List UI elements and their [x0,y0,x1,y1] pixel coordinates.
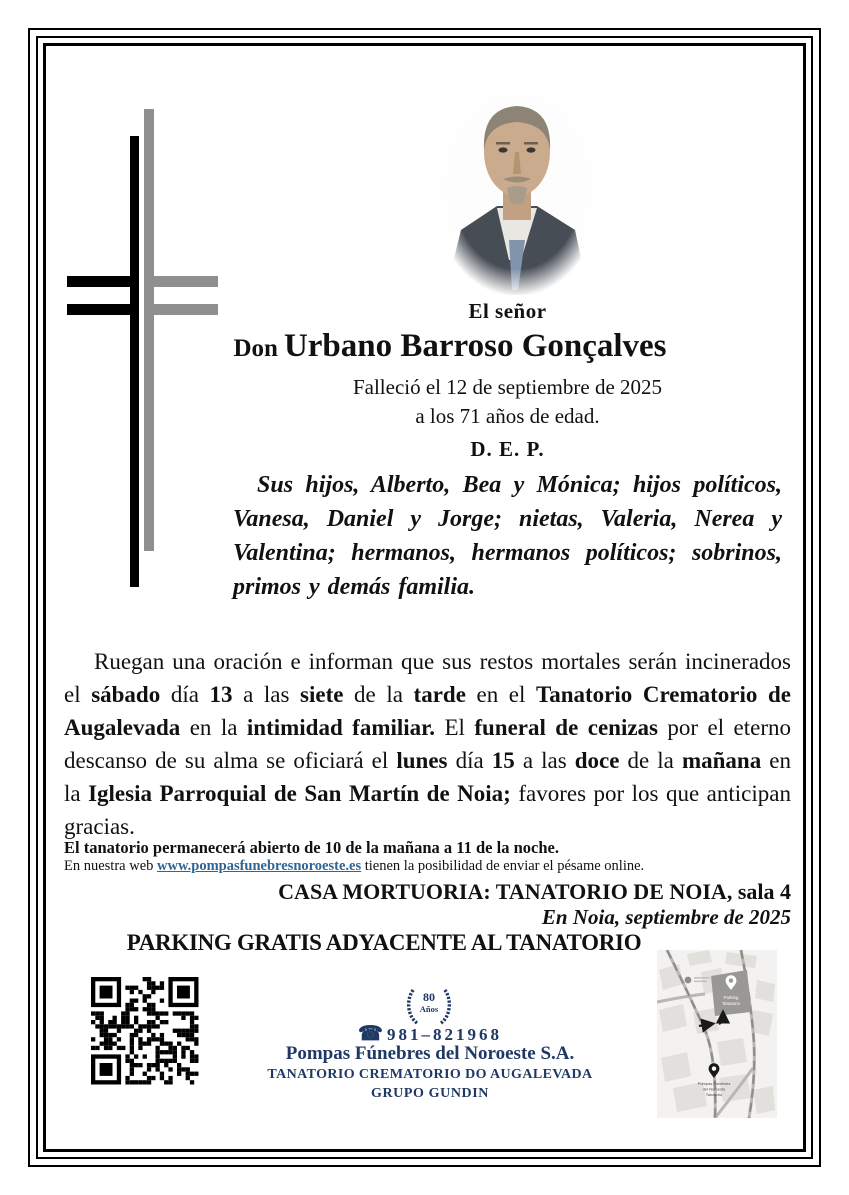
announcement-paragraph: Ruegan una oración e informan que sus restos mortales serán incinerados el sábado día 13 a las siete de la tarde en el Tanatorio Crematorio de Augalevada en la intimidad familiar. El funeral de cenizas por el eterno descanso de su alma se oficiará el lunes día 15 a las doce de la mañana en la Iglesia Parroquial de San Martín de Noia; favores por los que anticipan gracias. [64,649,792,839]
svg-text:Pompas Fúnebres: Pompas Fúnebres [697,1081,731,1086]
portrait-photo [437,90,597,295]
80-years-badge-icon [403,984,455,1026]
name-main: Urbano Barroso Gonçalves [283,328,667,364]
svg-text:Tanatorio: Tanatorio [721,1001,741,1006]
parking-line: PARKING GRATIS ADYACENTE AL TANATORIO [126,930,642,955]
website-link[interactable]: www.pompasfunebresnoroeste.es [157,858,362,874]
place-date-line: En Noia, septiembre de 2025 [541,905,791,929]
svg-text:del Noroeste: del Noroeste [702,1086,726,1092]
svg-text:Años: Años [419,1004,439,1014]
web-suffix: tienen la posibilidad de enviar el pésame online. [361,858,645,874]
phone-number: 981–821968 [386,1025,502,1044]
age-line: a los 71 años de edad. [415,404,600,428]
web-prefix: En nuestra web [64,858,158,874]
deceased-name [120,328,780,365]
svg-text:Parking: Parking [723,995,739,1000]
svg-text:80: 80 [423,990,435,1004]
salutation: El señor [468,299,547,323]
phone-icon: ☎ [358,1023,383,1045]
company-name: Pompas Fúnebres del Noroeste S.A. [285,1043,575,1064]
tanatorio-hours: El tanatorio permanecerá abierto de 10 de la mañana a 11 de la noche. [64,838,559,857]
family-paragraph: Sus hijos, Alberto, Bea y Mónica; hijos políticos, Vanesa, Daniel y Jorge; nietas, Valeria, Nerea y Valentina; hermanos, hermanos políticos; sobrinos, primos y demás familia. [233,472,782,600]
qr-code [85,971,205,1087]
name-prefix: Don [233,335,278,362]
facility-name: TANATORIO CREMATORIO DO AUGALEVADA [267,1067,593,1082]
location-map [657,950,777,1118]
death-date-line: Falleció el 12 de septiembre de 2025 [352,375,663,399]
svg-text:Tanatorio: Tanatorio [705,1092,723,1097]
group-name: GRUPO GUNDIN [370,1086,490,1101]
dep-line: D. E. P. [470,437,545,461]
web-line [64,858,791,875]
casa-mortuoria-line: CASA MORTUORIA: TANATORIO DE NOIA, sala 4 [278,879,791,904]
